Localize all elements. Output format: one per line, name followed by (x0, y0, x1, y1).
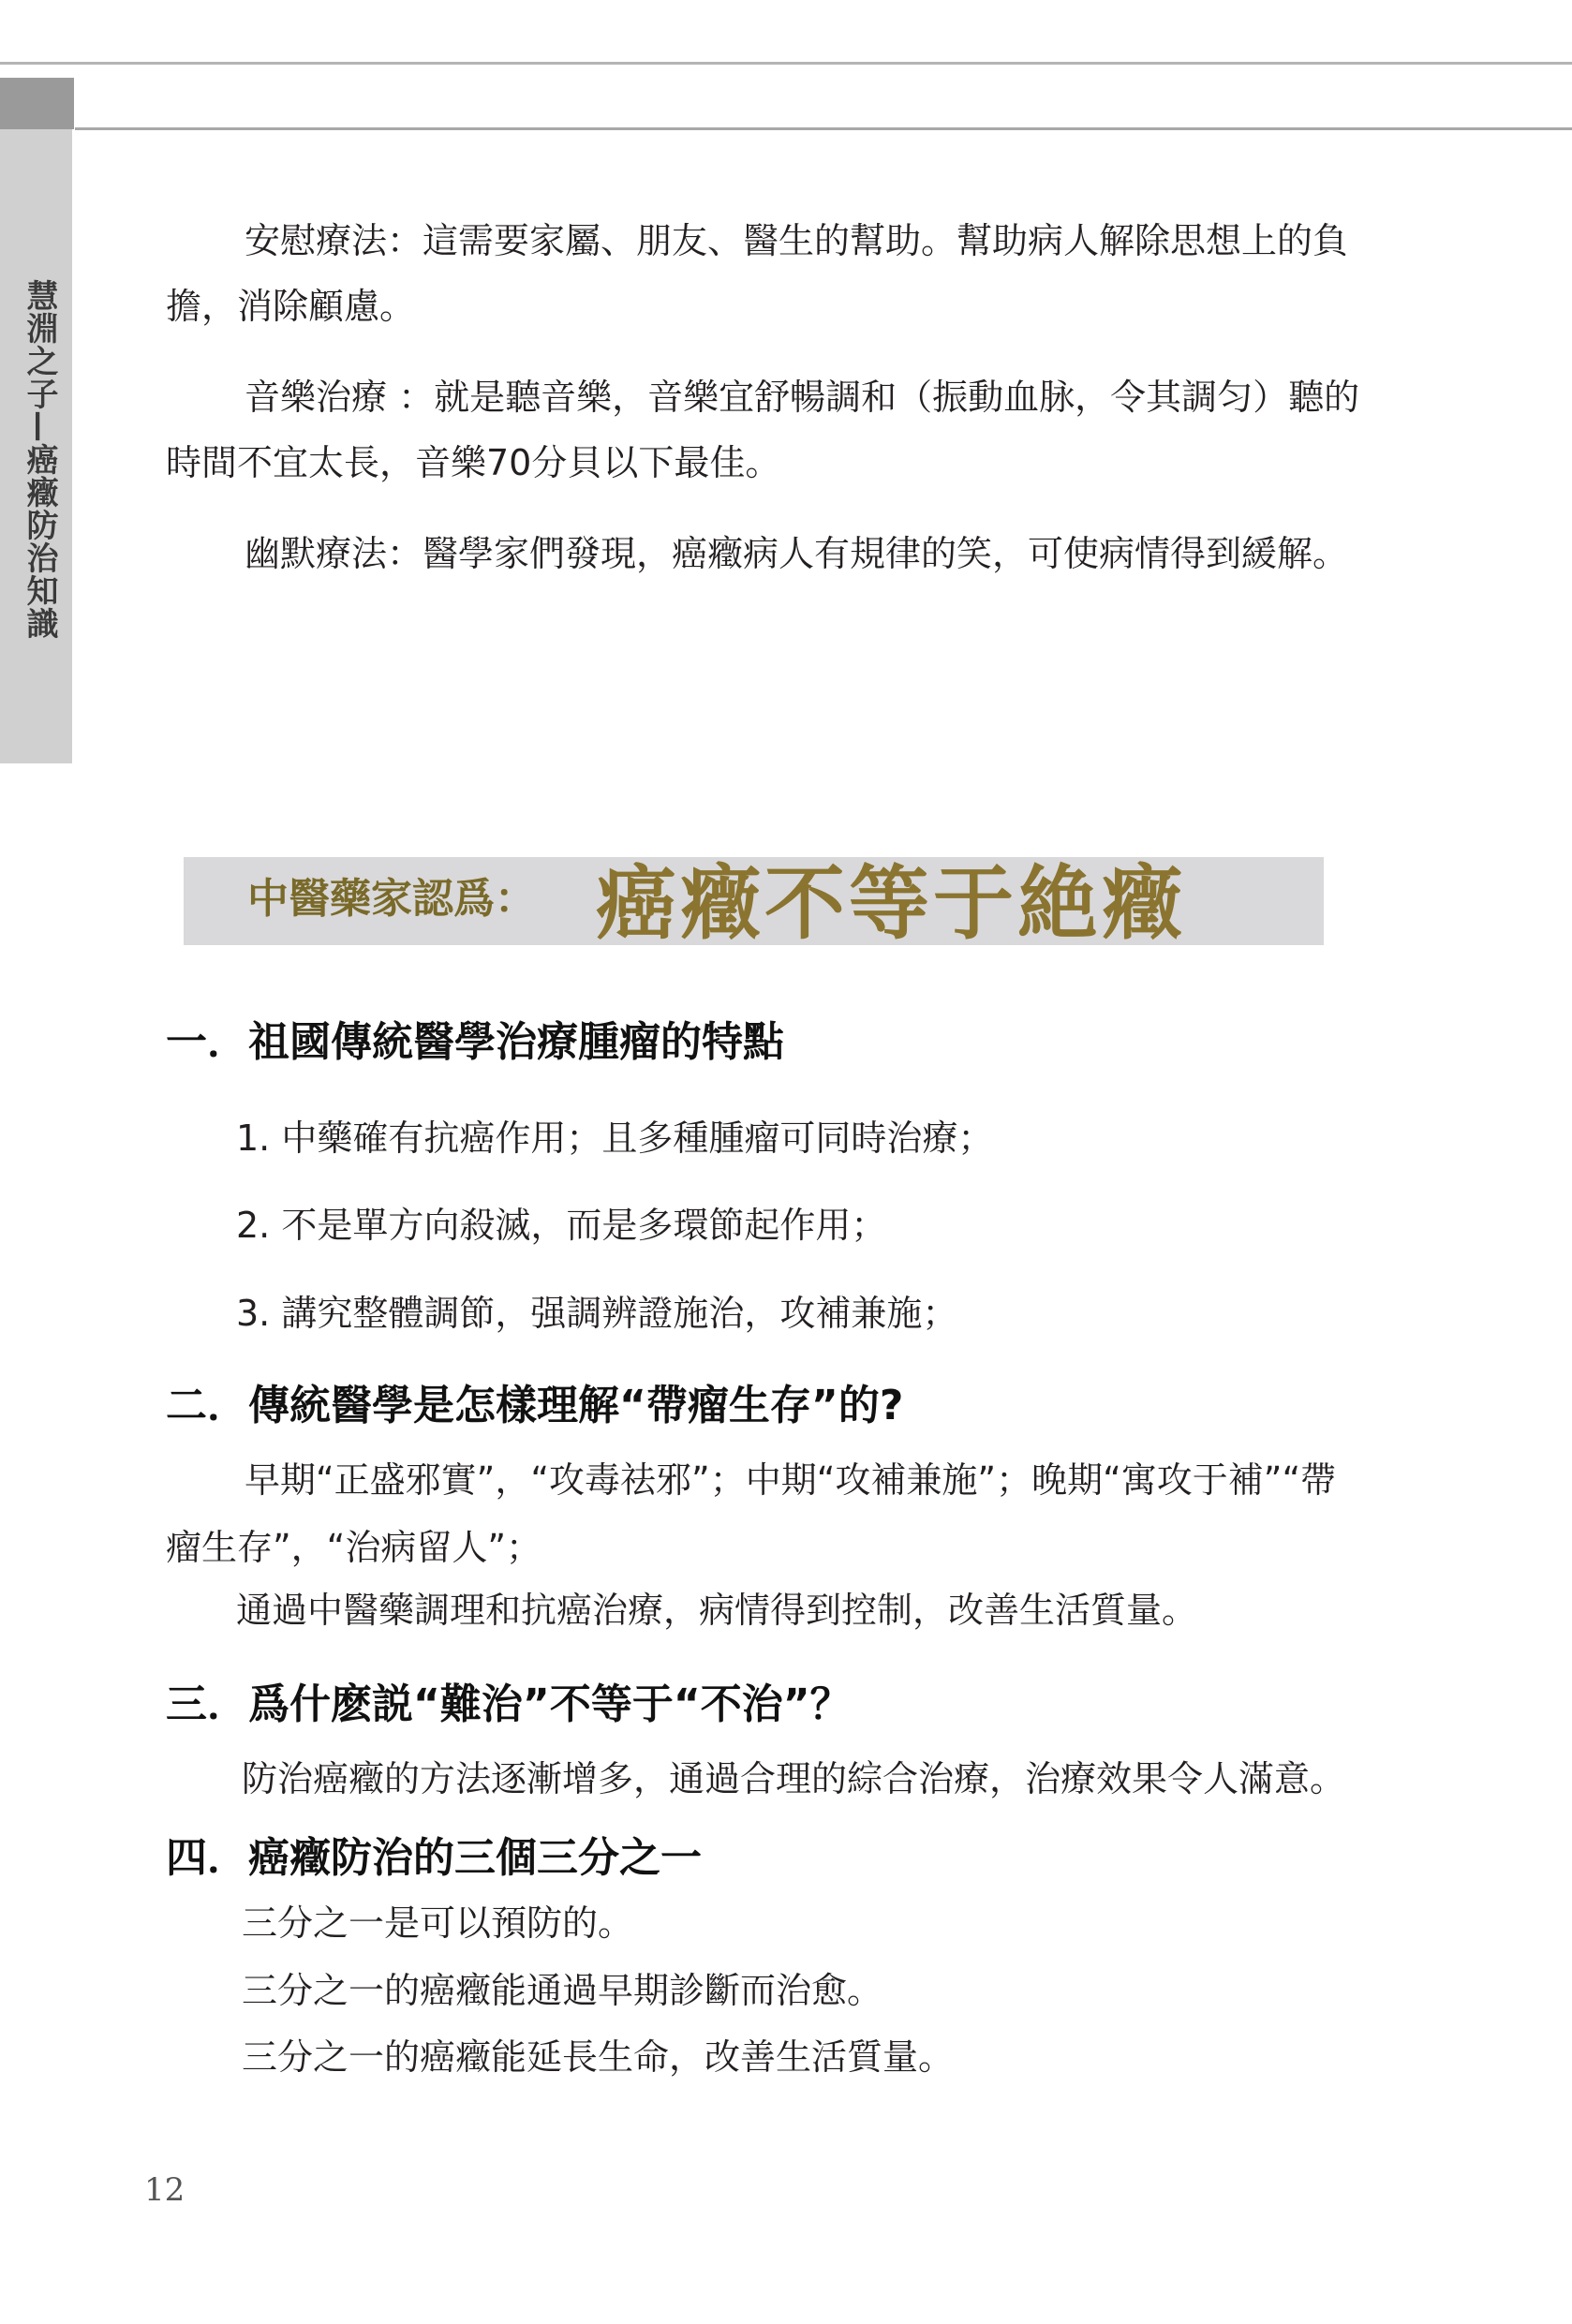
list-item: 1. 中藥確有抗癌作用；且多種腫瘤可同時治療； (236, 1118, 994, 1159)
header-rule-secondary (75, 127, 1572, 130)
side-tab-cap (0, 78, 74, 129)
list-item: 2. 不是單方向殺滅，而是多環節起作用； (236, 1205, 887, 1246)
section-heading-3: 三．爲什麽説“難治”不等于“不治”？ (166, 1680, 852, 1728)
header-rule (0, 62, 1572, 65)
section-heading-2: 二．傳統醫學是怎樣理解“帶瘤生存”的? (166, 1382, 904, 1429)
intro-paragraph-humor-therapy: 幽默療法：醫學家們發現，癌癥病人有規律的笑，可使病情得到緩解。 (245, 533, 1349, 574)
section-heading-1: 一．祖國傳統醫學治療腫瘤的特點 (166, 1018, 784, 1066)
list-item: 三分之一的癌癥能延長生命，改善生活質量。 (242, 2036, 955, 2078)
section-3-paragraph: 防治癌癥的方法逐漸增多，通過合理的綜合治療，治療效果令人滿意。 (242, 1758, 1346, 1799)
banner-title: 癌癥不等于絶癥 (596, 856, 1186, 951)
page-number: 12 (144, 2171, 185, 2209)
banner-label: 中醫藥家認爲： (247, 875, 536, 923)
intro-paragraph-comfort-therapy: 安慰療法：這需要家屬、朋友、醫生的幫助。幫助病人解除思想上的負擔，消除顧慮。 (166, 220, 1349, 327)
section-2-paragraph: 早期“正盛邪實”，“攻毒祛邪”；中期“攻補兼施”；晚期“寓攻于補”“帶瘤生存”，“治病留人”； (166, 1459, 1337, 1568)
list-item: 三分之一是可以預防的。 (242, 1902, 634, 1944)
section-heading-4: 四．癌癥防治的三個三分之一 (166, 1834, 702, 1882)
side-running-title: 慧淵之子—癌癥防治知識 (21, 279, 58, 640)
intro-paragraph-music-therapy: 音樂治療 ：就是聽音樂，音樂宜舒暢調和（振動血脉，令其調匀）聽的時間不宜太長，音樂70分貝以下最佳。 (166, 377, 1360, 483)
list-item: 三分之一的癌癥能通過早期診斷而治愈。 (242, 1970, 883, 2011)
list-item: 3. 講究整體調節，强調辨證施治，攻補兼施； (236, 1293, 958, 1334)
section-2-paragraph-2: 通過中醫藥調理和抗癌治療，病情得到控制，改善生活質量。 (236, 1590, 1198, 1631)
